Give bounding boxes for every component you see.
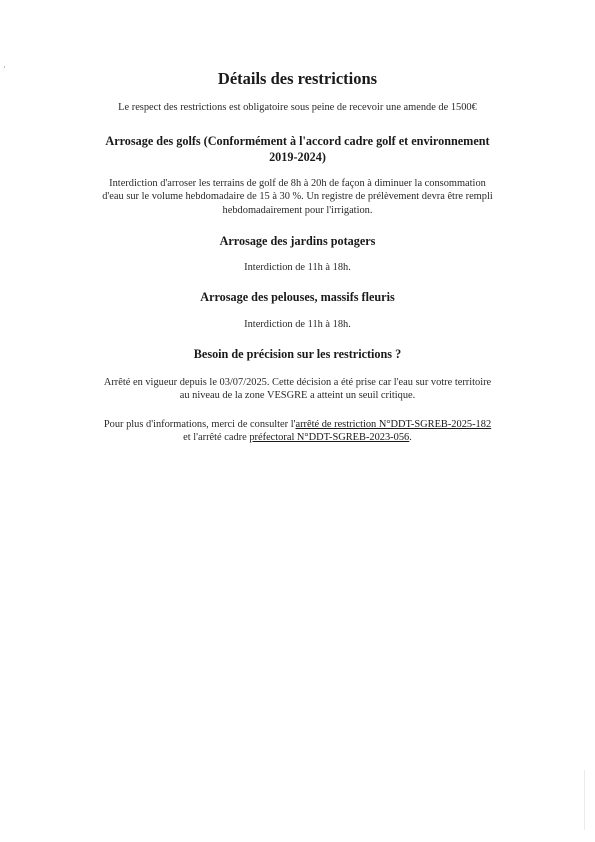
section-text-golfs [60, 177, 535, 217]
section-heading-golfs [70, 133, 525, 165]
arrete-restriction-link[interactable]: arrêté de restriction N°DDT-SGREB-2025-182 [295, 419, 492, 430]
arrete-text [60, 376, 535, 403]
text-line: Arrêté en vigueur depuis le 03/07/2025. Cette décision a été prise car l'eau sur votre territoire [103, 377, 492, 388]
section-heading-besoin: Besoin de précision sur les restrictions ? [193, 347, 402, 361]
text-line [60, 418, 535, 431]
scan-mark [4, 66, 5, 68]
info-text [60, 418, 535, 445]
scan-edge [584, 770, 585, 830]
text-line [60, 431, 535, 444]
text-line: au niveau de la zone VESGRE a atteint un seuil critique. [179, 390, 416, 402]
heading-line: 2019-2024) [269, 150, 326, 164]
text-line: hebdomadairement pour l'irrigation. [222, 204, 373, 216]
text-line: d'eau sur le volume hebdomadaire de 15 à 30 %. Un registre de prélèvement devra être rempli [102, 191, 493, 203]
section-heading-pelouses: Arrosage des pelouses, massifs fleuris [200, 290, 395, 304]
section-text-potagers: Interdiction de 11h à 18h. [244, 262, 351, 273]
info-middle: et l'arrêté cadre [183, 432, 250, 444]
heading-line: Arrosage des golfs (Conformément à l'accord cadre golf et environnement [105, 134, 490, 148]
intro-text: Le respect des restrictions est obligatoire sous peine de recevoir une amende de 1500€ [118, 102, 477, 113]
text-line: Interdiction d'arroser les terrains de golf de 8h à 20h de façon à diminuer la consommation [109, 178, 486, 189]
arrete-cadre-link[interactable]: préfectoral N°DDT-SGREB-2023-056 [249, 432, 410, 444]
info-prefix: Pour plus d'informations, merci de consulter l' [103, 419, 296, 430]
section-heading-potagers: Arrosage des jardins potagers [219, 234, 376, 248]
info-suffix: . [409, 432, 412, 444]
page-title: Détails des restrictions [217, 69, 378, 88]
section-text-pelouses: Interdiction de 11h à 18h. [244, 319, 351, 330]
